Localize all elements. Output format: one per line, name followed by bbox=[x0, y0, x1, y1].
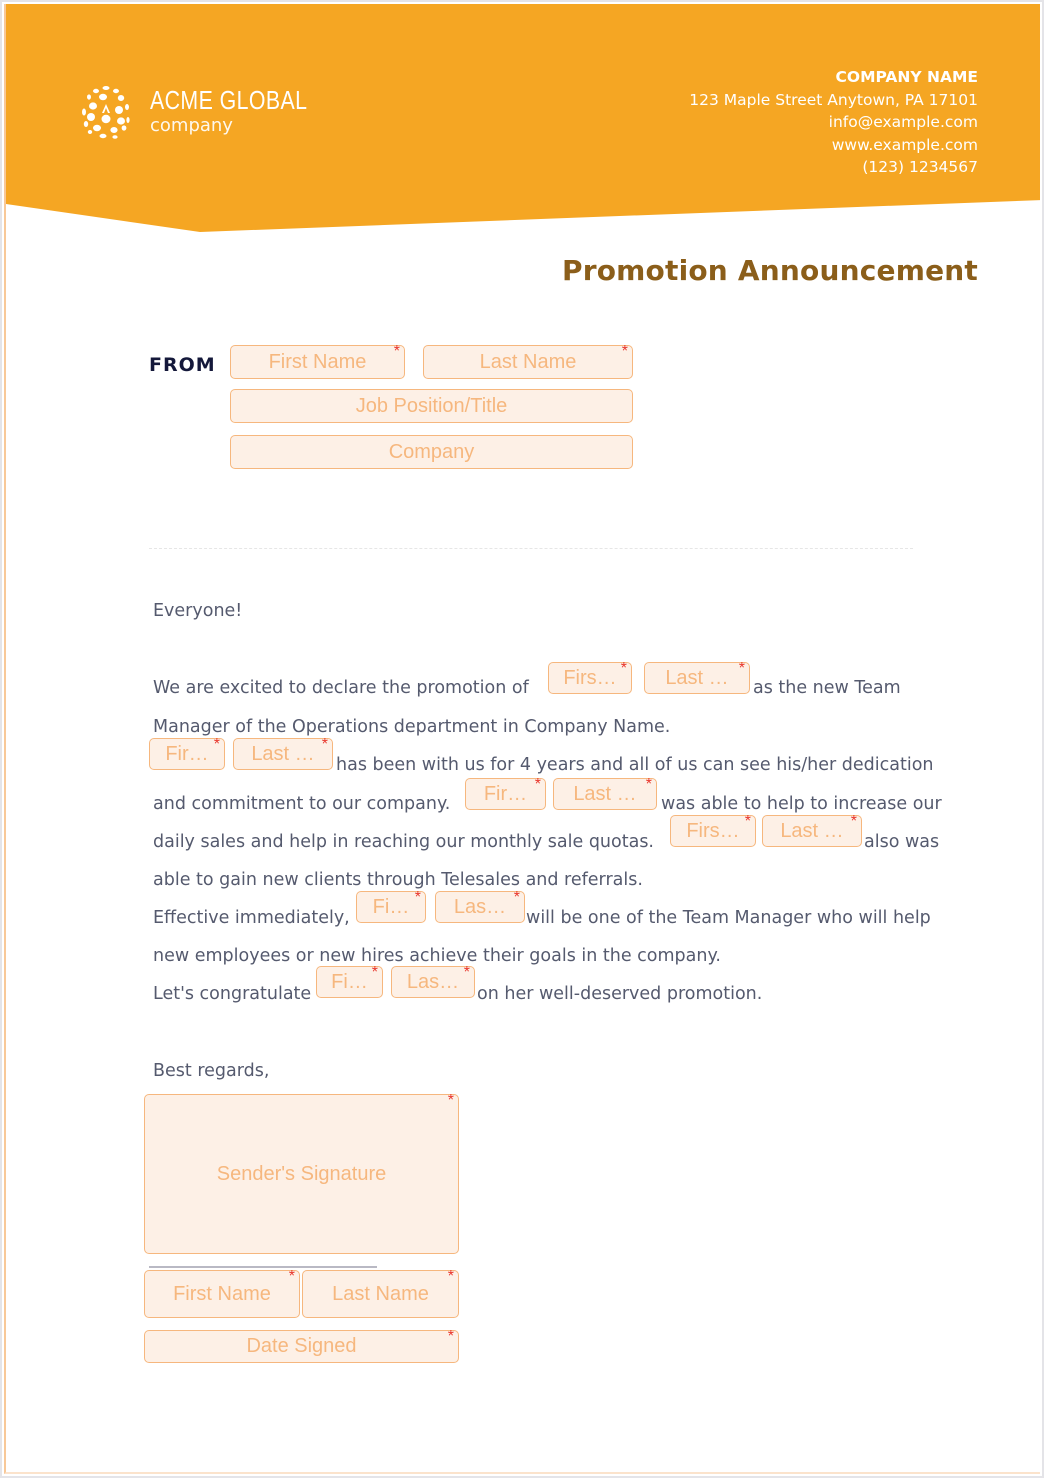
signature-field[interactable] bbox=[144, 1094, 459, 1254]
field-placeholder: Company bbox=[388, 440, 475, 463]
field-placeholder: Firs… bbox=[686, 819, 740, 842]
logo-title: ACME GLOBAL bbox=[150, 85, 308, 115]
company-email: info@example.com bbox=[828, 113, 978, 131]
required-marker: * bbox=[288, 1268, 295, 1285]
from-first-name-field[interactable] bbox=[230, 345, 405, 379]
field-placeholder: Firs… bbox=[563, 666, 617, 689]
letter-line-5-after: also was bbox=[864, 832, 940, 852]
required-marker: * bbox=[393, 343, 400, 360]
required-marker: * bbox=[447, 1268, 454, 1285]
field-placeholder: Fir… bbox=[165, 742, 209, 765]
letter-line-1-after: as the new Team bbox=[753, 678, 901, 698]
field-placeholder: First Name bbox=[173, 1282, 271, 1305]
inline-first-name-field-6[interactable] bbox=[316, 966, 383, 998]
inline-last-name-field-5[interactable] bbox=[435, 891, 525, 923]
required-marker: * bbox=[534, 776, 541, 793]
letter-line-3-after: has been with us for 4 years and all of us can see his/her dedication bbox=[336, 755, 934, 775]
required-marker: * bbox=[621, 343, 628, 360]
required-marker: * bbox=[321, 736, 328, 753]
field-placeholder: Fi… bbox=[372, 895, 410, 918]
required-marker: * bbox=[213, 736, 220, 753]
field-placeholder: Last … bbox=[251, 742, 315, 765]
company-name: COMPANY NAME bbox=[835, 68, 978, 86]
field-placeholder: Last … bbox=[665, 666, 729, 689]
logo-text bbox=[150, 86, 342, 138]
field-placeholder: Sender's Signature bbox=[216, 1162, 387, 1185]
required-marker: * bbox=[620, 660, 627, 677]
field-placeholder: First Name bbox=[268, 350, 367, 373]
letter-line-7-after: will be one of the Team Manager who will help bbox=[526, 908, 931, 928]
company-phone: (123) 1234567 bbox=[862, 158, 978, 176]
from-job-title-field[interactable] bbox=[230, 389, 633, 423]
document-page bbox=[4, 4, 1040, 1474]
letter-closing: Best regards, bbox=[153, 1061, 270, 1081]
required-marker: * bbox=[850, 813, 857, 830]
required-marker: * bbox=[447, 1328, 454, 1345]
letter-line-7-before: Effective immediately, bbox=[153, 908, 350, 928]
required-marker: * bbox=[463, 964, 470, 981]
inline-first-name-field-1[interactable] bbox=[548, 662, 632, 694]
signature-line bbox=[149, 1266, 377, 1268]
signer-first-name-field[interactable] bbox=[144, 1270, 300, 1318]
letter-line-2: Manager of the Operations department in Company Name. bbox=[153, 717, 671, 737]
field-placeholder: Job Position/Title bbox=[355, 394, 508, 417]
inline-first-name-field-3[interactable] bbox=[465, 778, 546, 810]
letter-line-4-after: was able to help to increase our bbox=[661, 794, 942, 814]
inline-last-name-field-6[interactable] bbox=[391, 966, 475, 998]
inline-first-name-field-5[interactable] bbox=[356, 891, 426, 923]
field-placeholder: Fir… bbox=[483, 782, 528, 805]
field-placeholder: Last … bbox=[573, 782, 637, 805]
from-label: FROM bbox=[149, 354, 216, 376]
letter-line-5-before: daily sales and help in reaching our monthly sale quotas. bbox=[153, 832, 654, 852]
required-marker: * bbox=[738, 660, 745, 677]
letter-line-4-before: and commitment to our company. bbox=[153, 794, 451, 814]
company-contact-info bbox=[689, 66, 978, 179]
document-title: Promotion Announcement bbox=[562, 254, 978, 287]
letter-line-9-after: on her well-deserved promotion. bbox=[477, 984, 763, 1004]
logo-subtitle: company bbox=[150, 115, 233, 136]
inline-last-name-field-2[interactable] bbox=[233, 738, 333, 770]
date-signed-field[interactable] bbox=[144, 1330, 459, 1363]
company-website: www.example.com bbox=[831, 135, 978, 154]
required-marker: * bbox=[645, 776, 652, 793]
letter-line-1-before: We are excited to declare the promotion of bbox=[153, 678, 529, 698]
signer-last-name-field[interactable] bbox=[302, 1270, 459, 1318]
letter-line-9-before: Let's congratulate bbox=[153, 984, 312, 1004]
section-divider bbox=[149, 548, 913, 549]
letter-greeting: Everyone! bbox=[153, 601, 243, 621]
company-logo bbox=[76, 82, 342, 142]
inline-last-name-field-4[interactable] bbox=[762, 815, 862, 847]
field-placeholder: Date Signed bbox=[246, 1335, 357, 1357]
globe-dots-icon bbox=[76, 82, 136, 142]
field-placeholder: Last … bbox=[780, 819, 844, 842]
required-marker: * bbox=[447, 1092, 454, 1109]
from-last-name-field[interactable] bbox=[423, 345, 633, 379]
required-marker: * bbox=[513, 889, 520, 906]
field-placeholder: Las… bbox=[406, 970, 460, 993]
field-placeholder: Las… bbox=[453, 895, 507, 918]
inline-last-name-field-3[interactable] bbox=[553, 778, 657, 810]
field-placeholder: Last Name bbox=[332, 1282, 429, 1305]
required-marker: * bbox=[744, 813, 751, 830]
inline-first-name-field-2[interactable] bbox=[149, 738, 225, 770]
inline-last-name-field-1[interactable] bbox=[644, 662, 750, 694]
letter-line-6: able to gain new clients through Telesales and referrals. bbox=[153, 870, 643, 890]
required-marker: * bbox=[414, 889, 421, 906]
field-placeholder: Last Name bbox=[479, 350, 577, 373]
field-placeholder: Fi… bbox=[331, 970, 368, 993]
inline-first-name-field-4[interactable] bbox=[670, 815, 756, 847]
letter-line-8: new employees or new hires achieve their goals in the company. bbox=[153, 946, 721, 966]
from-company-field[interactable] bbox=[230, 435, 633, 469]
required-marker: * bbox=[371, 964, 378, 981]
company-address: 123 Maple Street Anytown, PA 17101 bbox=[689, 90, 978, 109]
